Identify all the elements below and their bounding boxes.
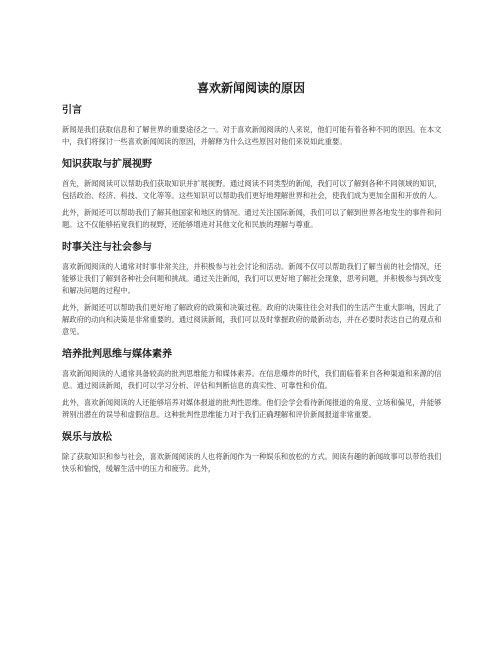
section-introduction — [62, 104, 442, 148]
paragraph: 此外，新闻还可以帮助我们更好地了解政府的政策和决策过程。政府的决策往往会对我们的生活产生重大影响，因此了解政府的动向和决策是非常重要的。通过阅读新闻，我们可以及时掌握政府的最新动态，并在必要时表达自己的观点和意见。 — [62, 303, 442, 336]
paragraph: 喜欢新闻阅读的人通常对时事非常关注，并积极参与社会讨论和活动。新闻不仅可以帮助我们了解当前的社会情况，还能够让我们了解到各种社会问题和挑战。通过关注新闻，我们可以更好地了解社会现象，思考问题，并积极参与到改变和解决问题的过程中。 — [62, 262, 442, 295]
document-title: 喜欢新闻阅读的原因 — [196, 81, 305, 95]
section-critical-thinking — [62, 348, 442, 421]
paragraph: 喜欢新闻阅读的人通常具备较高的批判思维能力和媒体素养。在信息爆炸的时代，我们面临着来自各种渠道和来源的信息。通过阅读新闻，我们可以学习分析、评估和判断信息的真实性、可靠性和价值。 — [62, 369, 442, 390]
paragraph: 新闻是我们获取信息和了解世界的重要途径之一。对于喜欢新闻阅读的人来说，他们可能有着各种不同的原因。在本文中，我们将探讨一些喜欢新闻阅读的原因，并解释为什么这些原因对他们来说如此重要。 — [62, 125, 442, 146]
section-heading: 时事关注与社会参与 — [62, 242, 152, 253]
section-entertainment — [62, 431, 442, 475]
section-current-affairs — [62, 241, 442, 338]
section-knowledge — [62, 158, 442, 231]
section-heading: 娱乐与放松 — [62, 432, 112, 443]
paragraph: 除了获取知识和参与社会，喜欢新闻阅读的人也将新闻作为一种娱乐和放松的方式。阅读有趣的新闻故事可以带给我们快乐和愉悦，缓解生活中的压力和疲劳。此外， — [62, 452, 442, 473]
paragraph: 此外，新闻还可以帮助我们了解其他国家和地区的情况。通过关注国际新闻，我们可以了解到世界各地发生的事件和问题。这不仅能够拓宽我们的视野，还能够增进对其他文化和民族的理解与尊重。 — [62, 208, 442, 229]
document-body — [62, 104, 442, 480]
section-heading: 知识获取与扩展视野 — [62, 159, 152, 170]
paragraph: 首先，新闻阅读可以帮助我们获取知识并扩展视野。通过阅读不同类型的新闻，我们可以了解到各种不同领域的知识，包括政治、经济、科技、文化等等。这些知识可以帮助我们更好地理解世界和社会，使我们成为更加全面和开放的人。 — [62, 179, 442, 200]
section-heading: 引言 — [62, 105, 82, 116]
section-heading: 培养批判思维与媒体素养 — [62, 349, 172, 360]
paragraph: 此外，喜欢新闻阅读的人还能够培养对媒体报道的批判性思维。他们会学会看待新闻报道的角度、立场和偏见，并能够辨别出潜在的误导和虚假信息。这种批判性思维能力对于我们正确理解和评价新闻报道非常重要。 — [62, 398, 442, 419]
